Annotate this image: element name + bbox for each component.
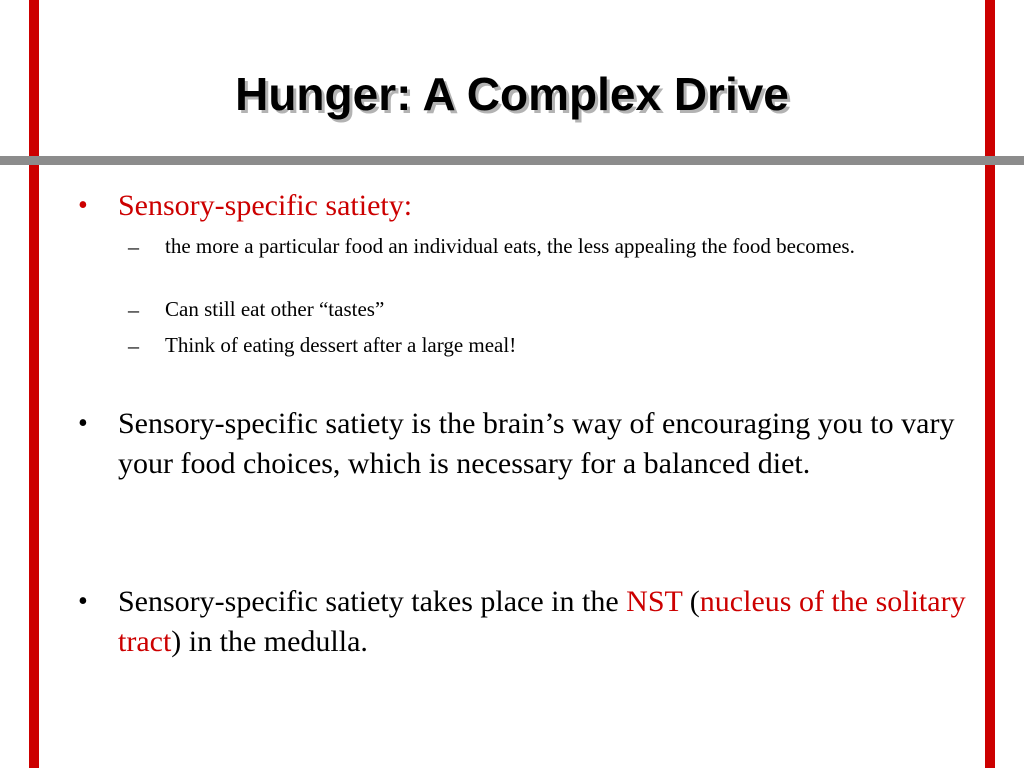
bullet-text-part: ) in the medulla. [171, 625, 368, 658]
bullet-text: Sensory-specific satiety is the brain’s way of encouraging you to vary your food choices, which is necessary for a balanced diet. [118, 407, 955, 480]
sub-item-marker: – [128, 297, 139, 322]
bullet-marker: • [78, 190, 88, 221]
slide-title: Hunger: A Complex Drive [235, 68, 789, 120]
sub-item-marker: – [128, 333, 139, 358]
nst-term: NST [626, 585, 683, 618]
bullet-item [78, 582, 978, 662]
sub-item-text: the more a particular food an individual eats, the less appealing the food becomes. [165, 234, 855, 258]
sub-item-text: Can still eat other “tastes” [165, 297, 385, 321]
sub-item-text: Think of eating dessert after a large meal! [165, 333, 517, 357]
sub-item [128, 331, 968, 360]
sub-item [128, 232, 968, 261]
bullet-text: Sensory-specific satiety: [118, 189, 413, 222]
bullet-item [78, 404, 978, 484]
sub-item-marker: – [128, 234, 139, 259]
nst-term-expanded: nucleus of the solitary tract [118, 585, 966, 658]
bullet-text-part: Sensory-specific satiety takes place in the [118, 585, 627, 618]
bullet-text [118, 582, 978, 662]
bullet-text-part: ( [682, 585, 700, 618]
bullet-item [78, 186, 978, 226]
bullet-marker: • [78, 408, 88, 439]
bullet-marker: • [78, 586, 88, 617]
sub-item [128, 295, 968, 324]
